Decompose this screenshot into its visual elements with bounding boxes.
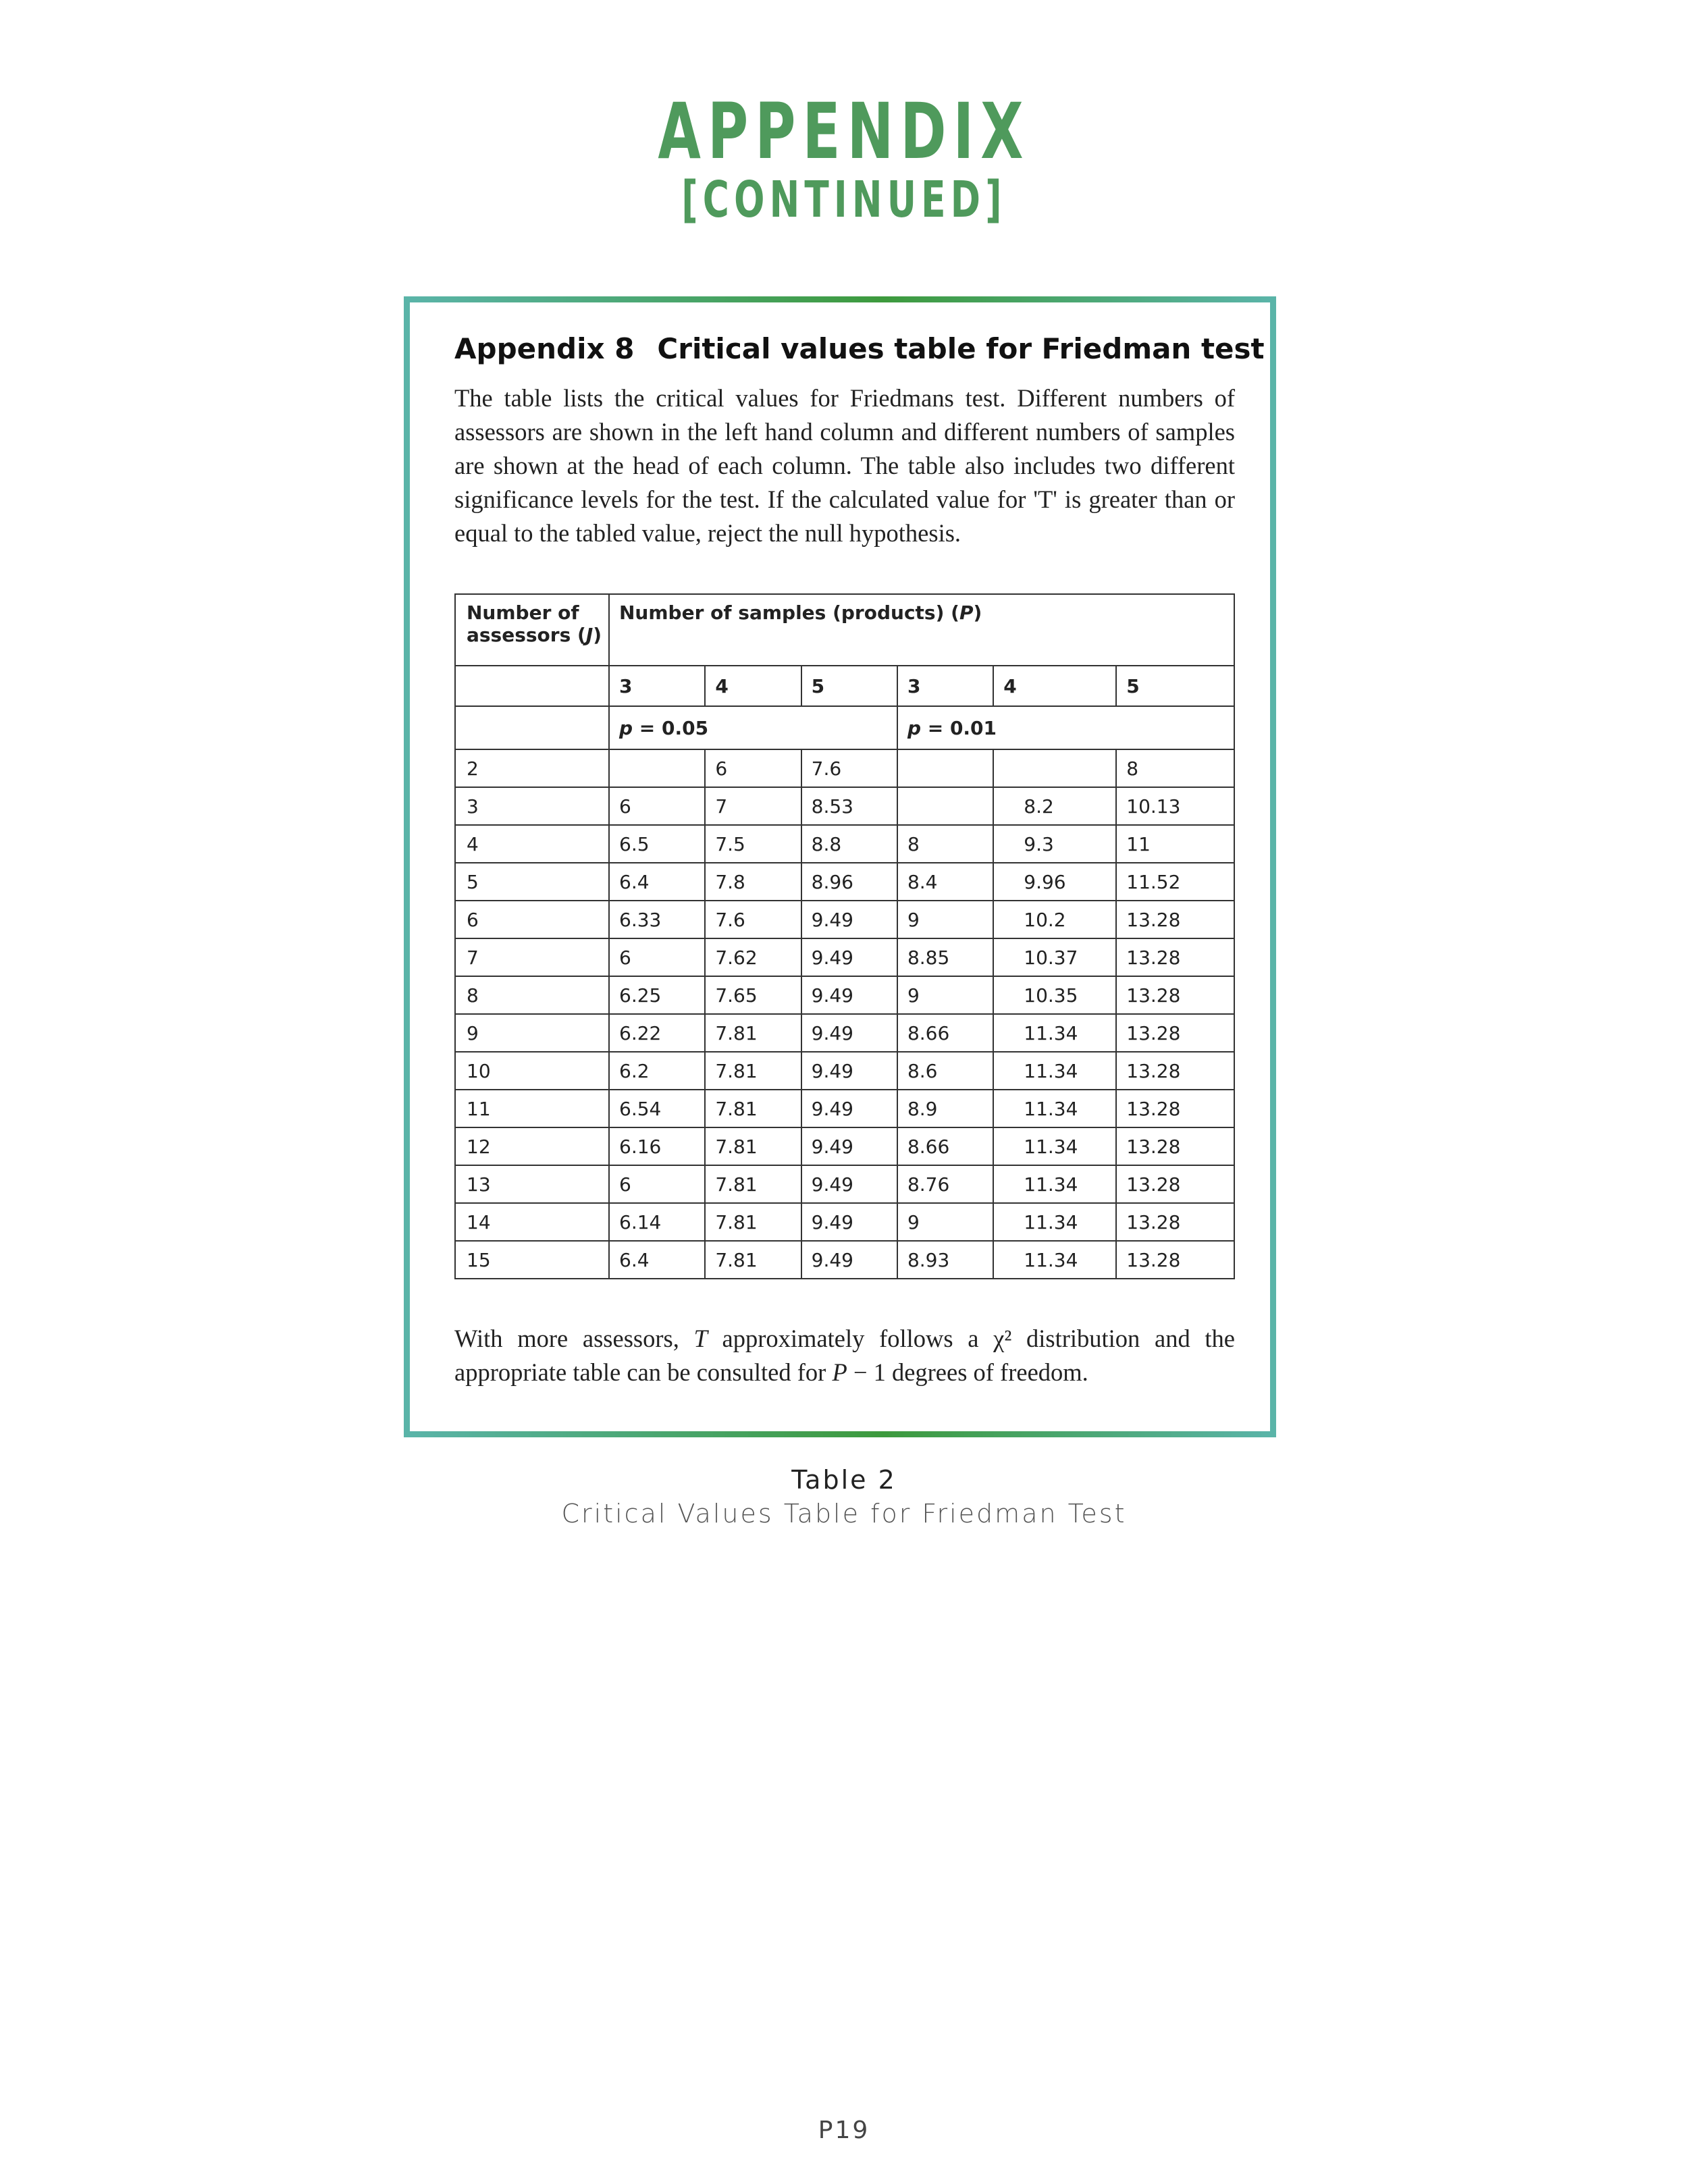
critical-value-cell: 7.5 [705, 825, 801, 863]
table-row [455, 1127, 1234, 1165]
figure-title-number: Appendix 8 [454, 332, 635, 365]
table-row [455, 938, 1234, 976]
critical-value-cell: 6.4 [609, 1241, 705, 1279]
table-header-row [455, 594, 1234, 666]
critical-value-cell: 9.49 [801, 1052, 897, 1090]
critical-value-cell: 8.76 [897, 1165, 993, 1203]
samples-header: Number of samples (products) (P) [609, 594, 1234, 666]
critical-value-cell: 6.5 [609, 825, 705, 863]
critical-value-cell: 11.34 [993, 1014, 1116, 1052]
critical-value-cell: 10.2 [993, 901, 1116, 938]
critical-value-cell: 13.28 [1116, 938, 1234, 976]
critical-value-cell: 9.49 [801, 976, 897, 1014]
critical-value-cell: 8.9 [897, 1090, 993, 1127]
significance-level-row [455, 706, 1234, 749]
critical-value-cell: 8.53 [801, 787, 897, 825]
critical-value-cell: 9.49 [801, 1203, 897, 1241]
critical-value-cell: 9.49 [801, 1241, 897, 1279]
sample-count-cell: 3 [609, 666, 705, 706]
critical-value-cell: 13.28 [1116, 1203, 1234, 1241]
critical-value-cell: 6.4 [609, 863, 705, 901]
critical-value-cell: 6.54 [609, 1090, 705, 1127]
critical-value-cell: 7.81 [705, 1203, 801, 1241]
critical-value-cell: 13.28 [1116, 1127, 1234, 1165]
critical-value-cell: 7 [705, 787, 801, 825]
table-row [455, 863, 1234, 901]
appendix-figure-frame [404, 296, 1276, 1437]
critical-value-cell: 6.16 [609, 1127, 705, 1165]
critical-value-cell: 8.8 [801, 825, 897, 863]
critical-values-table [454, 593, 1235, 1279]
critical-value-cell: 13.28 [1116, 901, 1234, 938]
assessor-count-cell: 10 [455, 1052, 609, 1090]
table-row [455, 901, 1234, 938]
assessor-count-cell: 14 [455, 1203, 609, 1241]
sample-count-cell: 5 [801, 666, 897, 706]
sample-count-cell: 3 [897, 666, 993, 706]
critical-value-cell: 6 [609, 1165, 705, 1203]
critical-value-cell: 9 [897, 976, 993, 1014]
assessor-count-cell: 9 [455, 1014, 609, 1052]
assessor-count-cell: 11 [455, 1090, 609, 1127]
critical-value-cell: 6.14 [609, 1203, 705, 1241]
critical-value-cell: 7.6 [705, 901, 801, 938]
figure-intro-paragraph: The table lists the critical values for Friedmans test. Different numbers of assessors are shown in the left hand column and different numbers of samples are shown at the head of each column. The table also includes two different significance levels for the test. If the calculated value for 'T' is greater than or equal to the tabled value, reject the null hypothesis. [454, 384, 1235, 547]
critical-value-cell: 6 [609, 787, 705, 825]
sample-count-cell: 5 [1116, 666, 1234, 706]
critical-value-cell: 11.34 [993, 1203, 1116, 1241]
critical-value-cell: 9.49 [801, 901, 897, 938]
critical-value-cell: 9.49 [801, 938, 897, 976]
table-row [455, 1241, 1234, 1279]
table-caption-text: Critical Values Table for Friedman Test [561, 1499, 1127, 1528]
critical-value-cell: 8.4 [897, 863, 993, 901]
page-number: P19 [818, 2116, 870, 2144]
critical-value-cell: 7.6 [801, 749, 897, 787]
critical-value-cell: 7.81 [705, 1052, 801, 1090]
critical-value-cell: 11.34 [993, 1165, 1116, 1203]
critical-value-cell: 11.52 [1116, 863, 1234, 901]
critical-value-cell: 10.35 [993, 976, 1116, 1014]
critical-value-cell: 9 [897, 901, 993, 938]
critical-value-cell: 8.2 [993, 787, 1116, 825]
critical-value-cell: 13.28 [1116, 1165, 1234, 1203]
table-row [455, 1014, 1234, 1052]
critical-value-cell: 13.28 [1116, 1241, 1234, 1279]
critical-value-cell: 7.81 [705, 1241, 801, 1279]
critical-value-cell: 7.65 [705, 976, 801, 1014]
critical-value-cell: 11.34 [993, 1241, 1116, 1279]
critical-value-cell: 7.62 [705, 938, 801, 976]
critical-value-cell [897, 749, 993, 787]
assessor-count-cell: 3 [455, 787, 609, 825]
critical-value-cell: 6 [609, 938, 705, 976]
table-row [455, 1165, 1234, 1203]
sample-count-cell: 4 [705, 666, 801, 706]
critical-value-cell: 7.81 [705, 1127, 801, 1165]
assessor-count-cell: 6 [455, 901, 609, 938]
critical-value-cell: 6.33 [609, 901, 705, 938]
critical-value-cell: 6.2 [609, 1052, 705, 1090]
critical-value-cell: 13.28 [1116, 1052, 1234, 1090]
table-row [455, 1203, 1234, 1241]
critical-value-cell: 9 [897, 1203, 993, 1241]
figure-title-text: Critical values table for Friedman test [657, 332, 1265, 365]
critical-value-cell: 7.81 [705, 1014, 801, 1052]
critical-value-cell: 9.3 [993, 825, 1116, 863]
critical-value-cell: 7.81 [705, 1090, 801, 1127]
critical-value-cell [609, 749, 705, 787]
critical-value-cell: 7.81 [705, 1165, 801, 1203]
critical-value-cell: 9.49 [801, 1127, 897, 1165]
critical-value-cell: 8.85 [897, 938, 993, 976]
critical-value-cell: 9.49 [801, 1090, 897, 1127]
critical-value-cell: 9.96 [993, 863, 1116, 901]
assessors-header: Number of assessors (J) [455, 594, 609, 666]
table-row [455, 976, 1234, 1014]
sample-count-cell: 4 [993, 666, 1116, 706]
critical-value-cell: 13.28 [1116, 1090, 1234, 1127]
assessor-count-cell: 5 [455, 863, 609, 901]
critical-value-cell: 9.49 [801, 1014, 897, 1052]
critical-value-cell: 8.66 [897, 1127, 993, 1165]
assessor-count-cell: 4 [455, 825, 609, 863]
figure-outro-paragraph: With more assessors, T approximately follows a χ² distribution and the appropriate table can be consulted for P − 1 degrees of freedom. [454, 1325, 1235, 1386]
critical-value-cell: 13.28 [1116, 976, 1234, 1014]
table-row [455, 825, 1234, 863]
significance-level-005: p = 0.05 [609, 706, 897, 749]
table-row [455, 749, 1234, 787]
figure-title [454, 332, 1265, 365]
assessor-count-cell: 12 [455, 1127, 609, 1165]
table-caption-number: Table 2 [791, 1465, 897, 1495]
critical-value-cell: 6.25 [609, 976, 705, 1014]
critical-value-cell: 6.22 [609, 1014, 705, 1052]
critical-value-cell: 10.37 [993, 938, 1116, 976]
critical-value-cell: 8 [897, 825, 993, 863]
table-row [455, 787, 1234, 825]
critical-value-cell: 13.28 [1116, 1014, 1234, 1052]
assessor-count-cell: 13 [455, 1165, 609, 1203]
table-row [455, 1090, 1234, 1127]
critical-value-cell: 9.49 [801, 1165, 897, 1203]
critical-value-cell [993, 749, 1116, 787]
assessor-count-cell: 8 [455, 976, 609, 1014]
critical-value-cell: 8.93 [897, 1241, 993, 1279]
significance-level-001: p = 0.01 [897, 706, 1234, 749]
critical-value-cell: 8.96 [801, 863, 897, 901]
table-row [455, 1052, 1234, 1090]
critical-value-cell [897, 787, 993, 825]
assessor-count-cell: 15 [455, 1241, 609, 1279]
critical-value-cell: 7.8 [705, 863, 801, 901]
critical-value-cell: 11.34 [993, 1090, 1116, 1127]
critical-value-cell: 10.13 [1116, 787, 1234, 825]
appendix-heading: APPENDIX [658, 86, 1030, 176]
assessor-count-cell: 2 [455, 749, 609, 787]
critical-value-cell: 8.66 [897, 1014, 993, 1052]
critical-value-cell: 8.6 [897, 1052, 993, 1090]
table-body [455, 749, 1234, 1279]
critical-value-cell: 8 [1116, 749, 1234, 787]
appendix-subheading: [CONTINUED] [681, 171, 1007, 229]
critical-value-cell: 11.34 [993, 1052, 1116, 1090]
sample-count-row [455, 666, 1234, 706]
assessor-count-cell: 7 [455, 938, 609, 976]
critical-value-cell: 11 [1116, 825, 1234, 863]
critical-value-cell: 6 [705, 749, 801, 787]
critical-value-cell: 11.34 [993, 1127, 1116, 1165]
